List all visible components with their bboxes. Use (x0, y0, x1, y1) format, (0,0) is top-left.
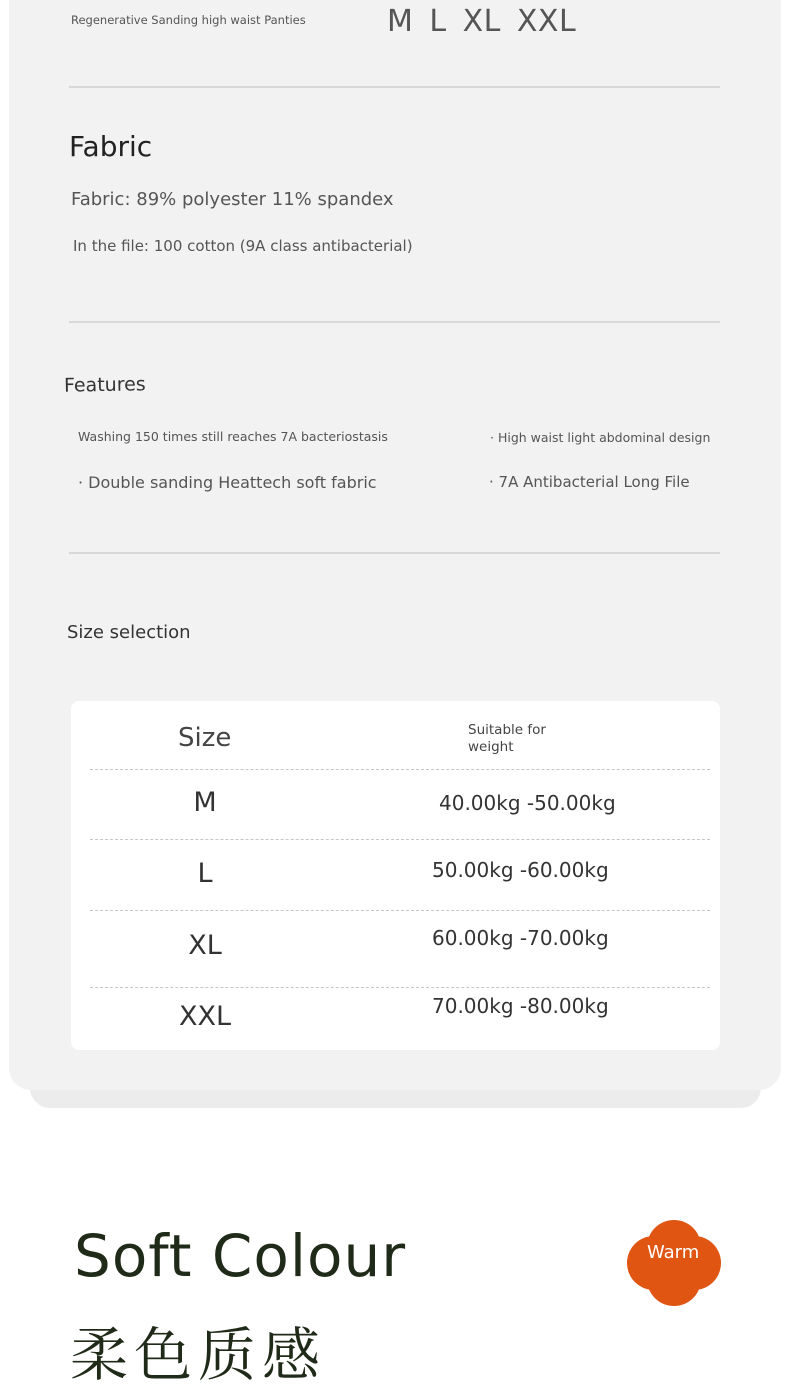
table-cell-size: XXL (178, 1001, 232, 1032)
weight-column-header: Suitable for weight (468, 722, 546, 755)
feature-item: · Double sanding Heattech soft fabric (78, 473, 377, 492)
size-option-l: L (429, 4, 447, 39)
warm-badge (627, 1220, 721, 1308)
size-table (71, 701, 720, 1050)
table-cell-size: L (197, 858, 213, 889)
table-cell-weight: 60.00kg -70.00kg (432, 926, 609, 950)
table-cell-weight: 50.00kg -60.00kg (432, 858, 609, 882)
size-selection-heading: Size selection (67, 622, 191, 643)
table-cell-weight: 40.00kg -50.00kg (439, 791, 616, 815)
section-title: Soft Colour (74, 1222, 407, 1290)
size-option-xxl: XXL (516, 4, 577, 39)
table-cell-size: M (193, 787, 217, 818)
table-row-divider (90, 987, 710, 988)
table-row-divider (90, 839, 710, 840)
size-column-header: Size (178, 723, 232, 753)
table-row-divider (90, 910, 710, 911)
size-list (387, 4, 592, 39)
feature-item: · 7A Antibacterial Long File (489, 473, 690, 491)
product-name: Regenerative Sanding high waist Panties (71, 13, 306, 27)
table-cell-size: XL (188, 930, 222, 961)
size-option-xl: XL (462, 4, 501, 39)
badge-label: Warm (647, 1242, 700, 1263)
section-subtitle: 柔色质感 (70, 1321, 327, 1389)
fabric-heading: Fabric (69, 130, 153, 163)
divider (69, 86, 720, 88)
divider (69, 552, 720, 554)
feature-item: · High waist light abdominal design (490, 430, 711, 445)
divider (69, 321, 720, 323)
size-option-m: M (387, 4, 414, 39)
table-row-divider (90, 769, 710, 770)
table-cell-weight: 70.00kg -80.00kg (432, 994, 609, 1018)
fabric-lining: In the file: 100 cotton (9A class antibacterial) (73, 237, 413, 255)
feature-item: Washing 150 times still reaches 7A bacteriostasis (78, 429, 388, 444)
features-heading: Features (63, 373, 146, 397)
fabric-composition: Fabric: 89% polyester 11% spandex (71, 189, 394, 210)
